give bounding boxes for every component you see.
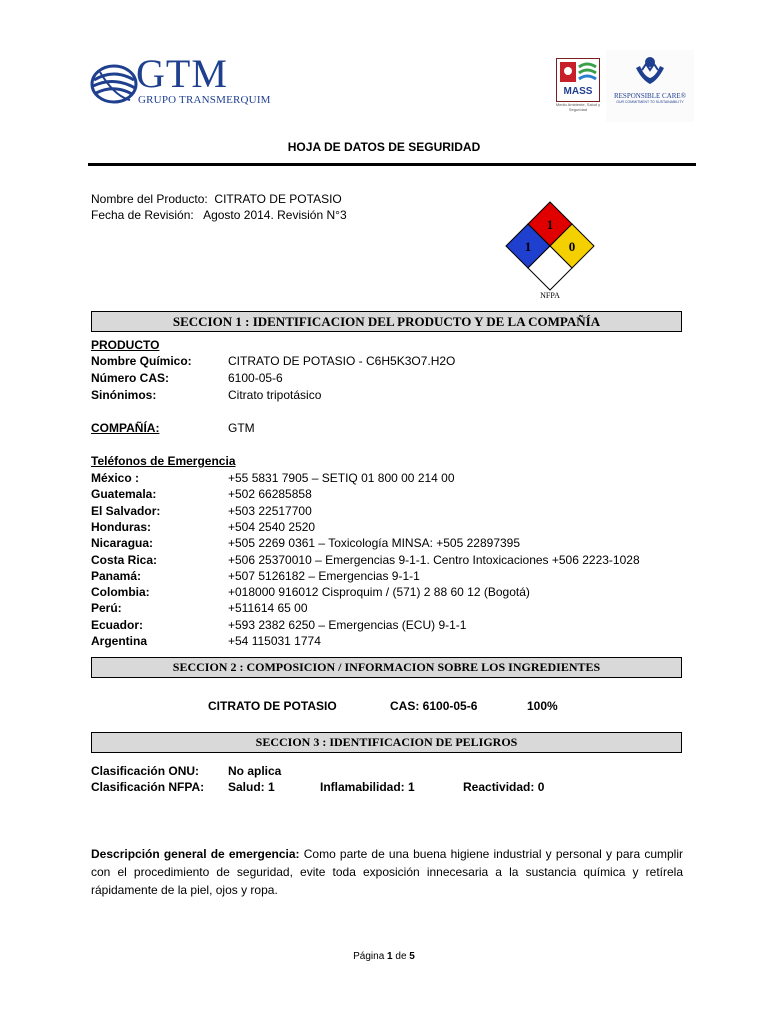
description-label: Descripción general de emergencia: bbox=[91, 847, 300, 861]
mass-logo bbox=[556, 58, 600, 116]
nfpa-inflamabilidad: Inflamabilidad: 1 bbox=[320, 780, 415, 794]
company-value: GTM bbox=[228, 421, 255, 435]
product-name-value: CITRATO DE POTASIO bbox=[214, 192, 342, 206]
phone-country: Panamá: bbox=[91, 568, 142, 583]
product-detail-label: Número CAS: bbox=[91, 371, 170, 385]
section-3-header: SECCION 3 : IDENTIFICACION DE PELIGROS bbox=[91, 732, 682, 753]
phone-country: Argentina bbox=[91, 634, 148, 648]
phone-number: +502 66285858 bbox=[228, 487, 312, 502]
description-text: Como parte de una buena higiene industrial y personal y para cumplir con el procedimiento de seguridad, evite toda exposición innecesaria a la sustancia química y retírela rápidamente de la piel, ojos y ropa. bbox=[91, 847, 684, 897]
document-title: HOJA DE DATOS DE SEGURIDAD bbox=[287, 140, 481, 154]
phone-country: Nicaragua: bbox=[91, 536, 154, 551]
phone-number: +506 25370010 – Emergencias 9-1-1. Centro Intoxicaciones +506 2223-1028 bbox=[228, 552, 640, 567]
section-1-header: SECCION 1 : IDENTIFICACION DEL PRODUCTO Y DE LA COMPAÑÍA bbox=[91, 311, 682, 332]
mass-subtitle: Medio Ambiente, Salud y Seguridad bbox=[555, 102, 601, 112]
responsible-care-logo bbox=[606, 50, 694, 122]
section-2-header: SECCION 2 : COMPOSICION / INFORMACION SOBRE LOS INGREDIENTES bbox=[91, 657, 682, 678]
mass-emblem-icon bbox=[557, 59, 599, 85]
phone-country: Perú: bbox=[91, 601, 122, 616]
phone-country: Costa Rica: bbox=[91, 552, 158, 567]
phone-number: +511614 65 00 bbox=[228, 601, 308, 616]
footer-total-pages: 5 bbox=[409, 951, 415, 962]
onu-value: No aplica bbox=[228, 764, 282, 778]
nfpa-diamond-icon bbox=[504, 200, 596, 292]
logo-subtitle: GRUPO TRANSMERQUIM bbox=[138, 94, 271, 106]
phone-country: Colombia: bbox=[91, 585, 150, 600]
onu-label: Clasificación ONU: bbox=[91, 764, 200, 778]
gtm-logo bbox=[90, 51, 271, 112]
revision-value: Agosto 2014. Revisión N°3 bbox=[203, 208, 347, 222]
title-divider bbox=[88, 163, 696, 166]
phone-number: +505 2269 0361 – Toxicología MINSA: +505 22897395 bbox=[228, 536, 521, 551]
globe-icon bbox=[90, 60, 138, 108]
footer-current-page: 1 bbox=[387, 951, 393, 962]
revision-line bbox=[91, 207, 347, 223]
rc-subtitle: OUR COMMITMENT TO SUSTAINABILITY bbox=[616, 100, 684, 104]
product-detail-label: Sinónimos: bbox=[91, 388, 157, 402]
product-heading: PRODUCTO bbox=[91, 338, 160, 352]
logo-text: GTM bbox=[136, 51, 228, 96]
phone-number: +54 115031 1774 bbox=[228, 634, 321, 648]
product-name-label: Nombre del Producto: bbox=[91, 192, 208, 206]
product-detail-label: Nombre Químico: bbox=[91, 354, 192, 368]
phone-number: +503 22517700 bbox=[228, 503, 312, 518]
ingredient-name: CITRATO DE POTASIO bbox=[208, 699, 337, 713]
product-detail-value: Citrato tripotásico bbox=[228, 388, 322, 402]
phone-number: +593 2382 6250 – Emergencias (ECU) 9-1-1 bbox=[228, 617, 467, 632]
phone-number: +018000 916012 Cisproquim / (571) 2 88 60 12 (Bogotá) bbox=[228, 585, 530, 600]
phones-heading: Teléfonos de Emergencia bbox=[91, 454, 236, 468]
nfpa-reactividad: Reactividad: 0 bbox=[463, 780, 545, 794]
mass-label: MASS bbox=[563, 86, 593, 97]
nfpa-class-label: Clasificación NFPA: bbox=[91, 780, 205, 794]
phone-country: El Salvador: bbox=[91, 503, 161, 518]
nfpa-reactivity: 0 bbox=[568, 239, 576, 254]
hands-icon bbox=[606, 50, 694, 90]
emergency-description bbox=[91, 845, 683, 899]
phone-number: +504 2540 2520 bbox=[228, 519, 316, 534]
revision-label: Fecha de Revisión: bbox=[91, 208, 194, 222]
phone-country: Ecuador: bbox=[91, 617, 144, 632]
nfpa-flammability: 1 bbox=[546, 217, 554, 232]
nfpa-salud: Salud: 1 bbox=[228, 780, 275, 794]
page-footer bbox=[0, 951, 768, 962]
nfpa-label: NFPA bbox=[540, 291, 560, 300]
rc-label: RESPONSIBLE CARE® bbox=[613, 92, 687, 100]
ingredient-cas: CAS: 6100-05-6 bbox=[390, 699, 478, 713]
phone-number: +55 5831 7905 – SETIQ 01 800 00 214 00 bbox=[228, 471, 455, 485]
product-detail-value: CITRATO DE POTASIO - C6H5K3O7.H2O bbox=[228, 354, 456, 368]
nfpa-health: 1 bbox=[524, 239, 532, 254]
phone-country: México : bbox=[91, 471, 140, 485]
product-name-line bbox=[91, 191, 342, 207]
phone-country: Guatemala: bbox=[91, 487, 157, 502]
ingredient-percent: 100% bbox=[527, 699, 558, 713]
phone-country: Honduras: bbox=[91, 519, 151, 534]
phone-number: +507 5126182 – Emergencias 9-1-1 bbox=[228, 568, 420, 583]
footer-page-word: Página bbox=[353, 951, 385, 962]
company-label: COMPAÑÍA: bbox=[91, 421, 160, 435]
product-detail-value: 6100-05-6 bbox=[228, 371, 283, 385]
footer-of-word: de bbox=[395, 951, 407, 962]
